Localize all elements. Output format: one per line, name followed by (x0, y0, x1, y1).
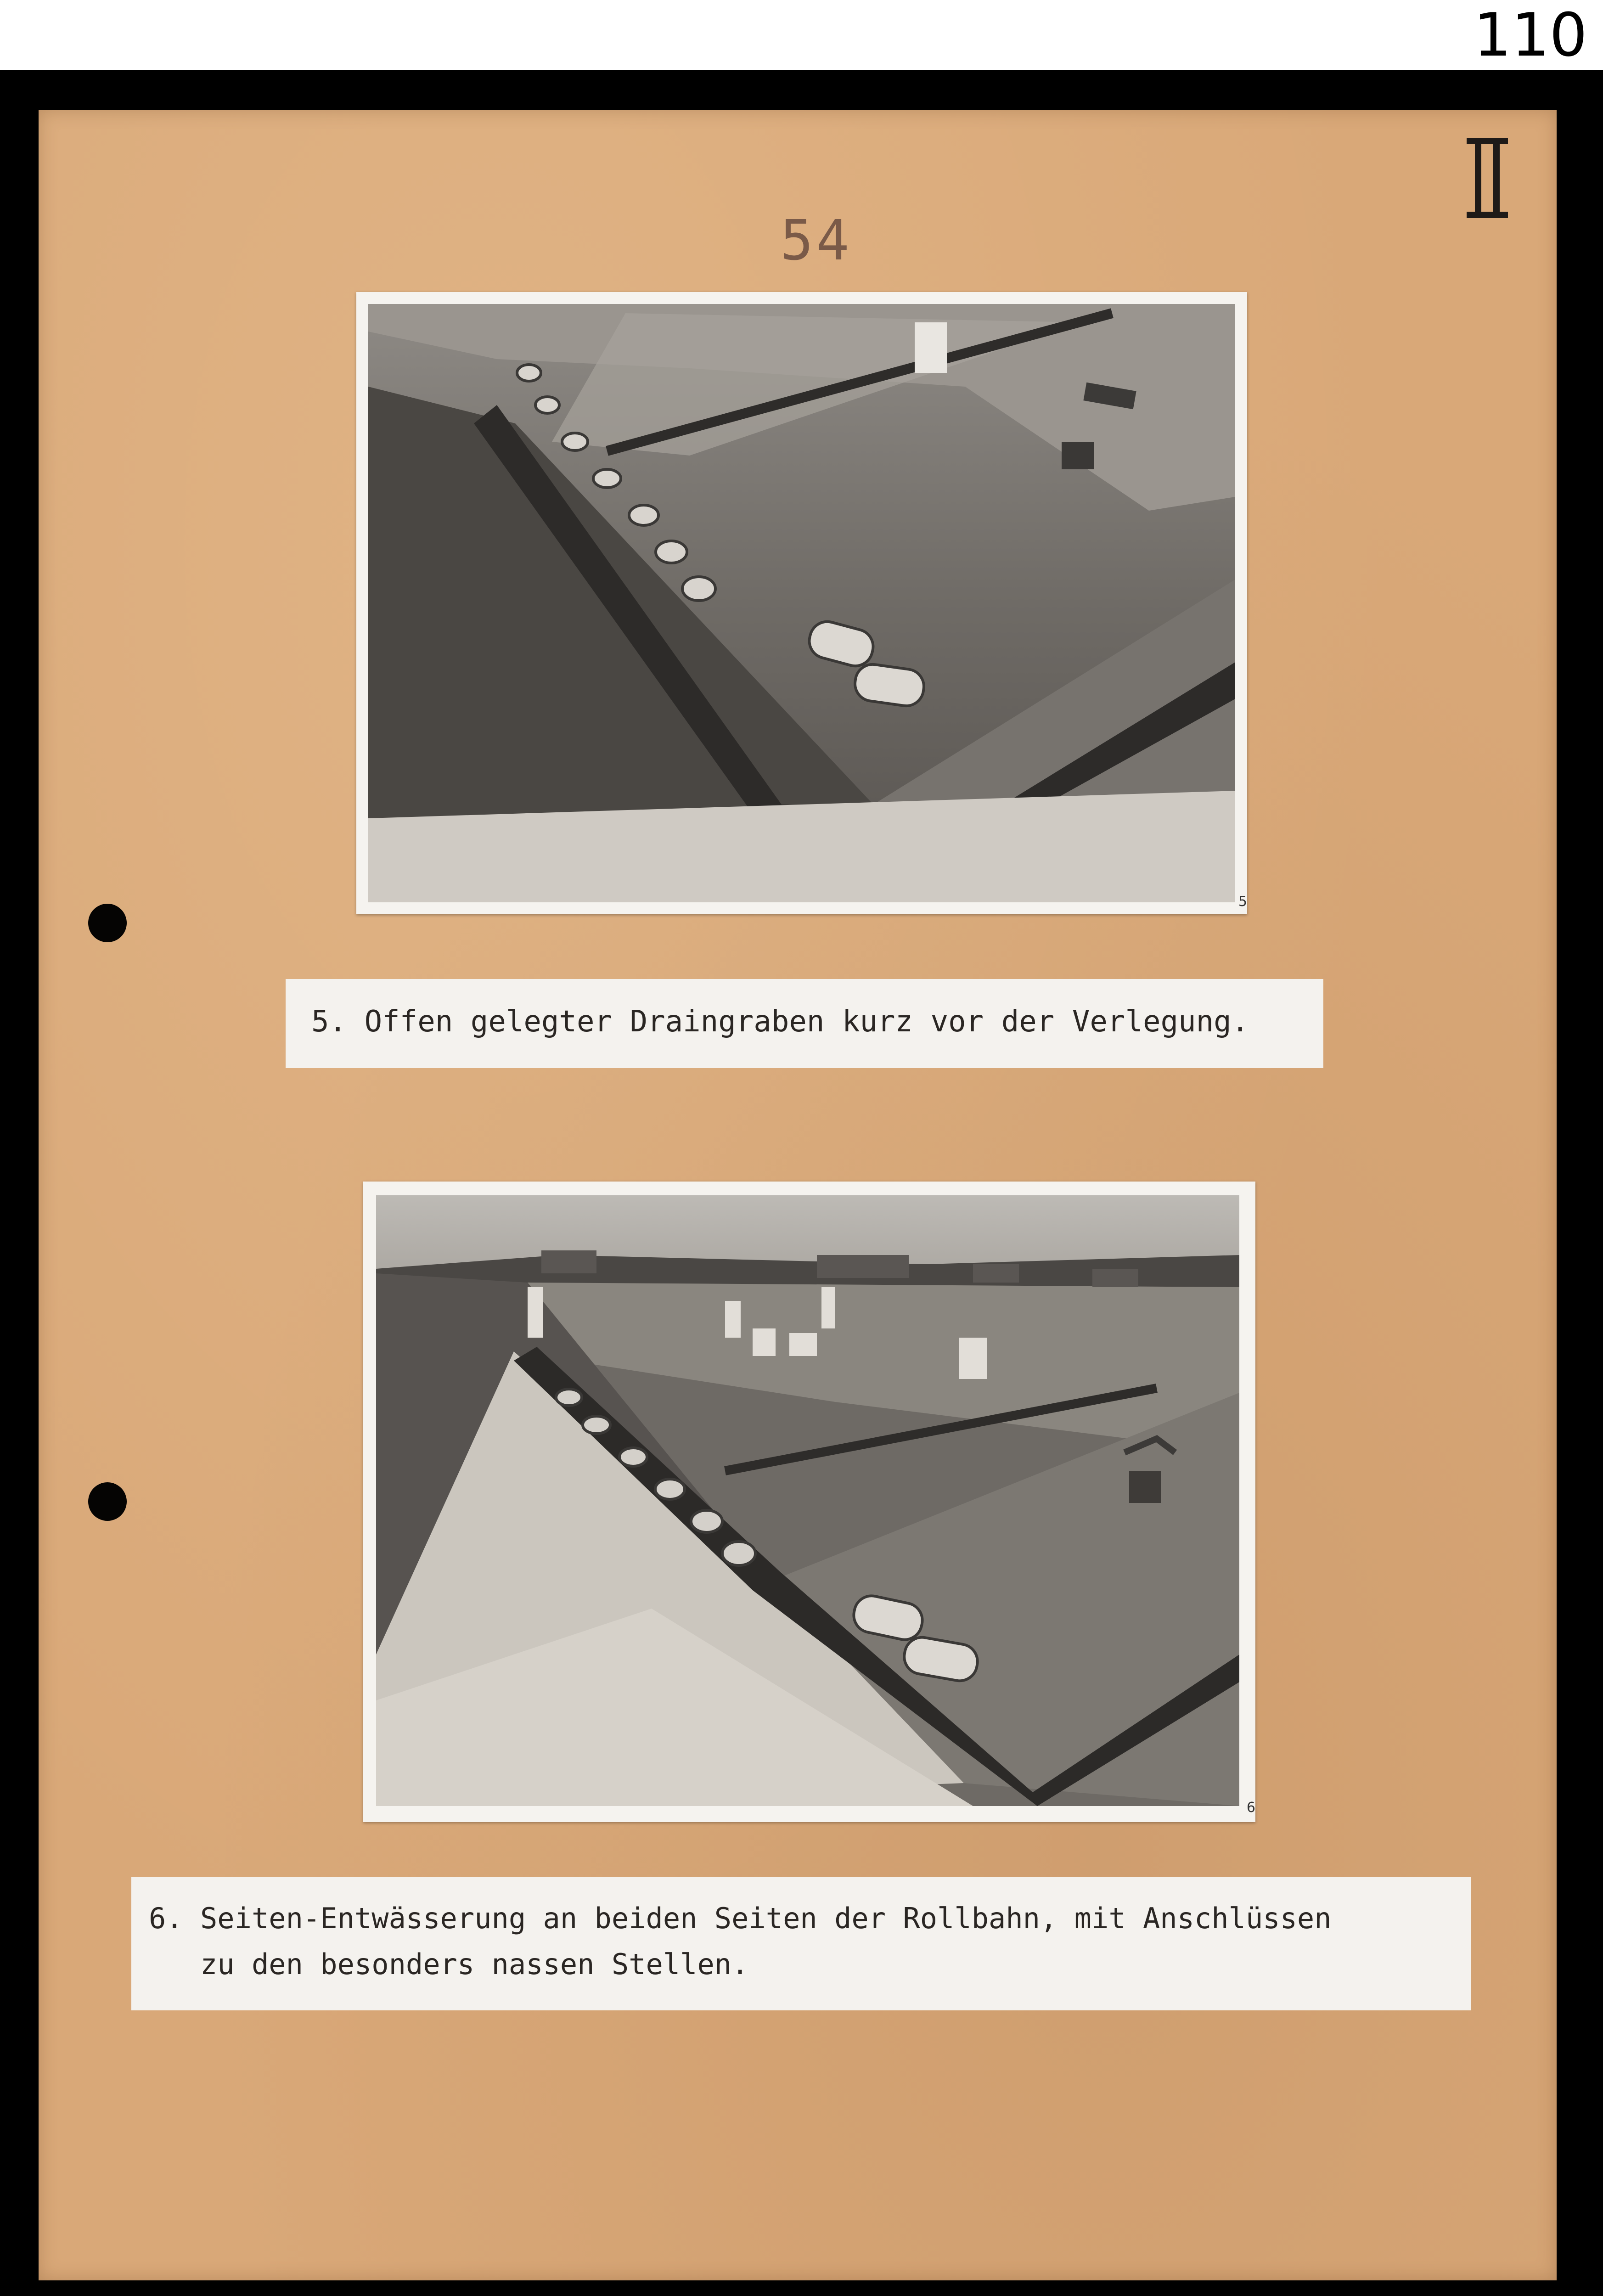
photo-side-drainage-image (376, 1195, 1239, 1806)
photo-scan-marker: 6 (1246, 1800, 1255, 1816)
caption-line: zu den besonders nassen Stellen. (149, 1947, 749, 1981)
photo-side-drainage (363, 1182, 1255, 1822)
album-sheet (39, 110, 1557, 2280)
handwritten-page-number: 54 (780, 209, 852, 273)
caption-photo-5 (286, 979, 1323, 1068)
caption-photo-6 (131, 1877, 1471, 2010)
scan-header (0, 0, 1603, 70)
photo-drain-trench-image (368, 304, 1235, 902)
punch-hole-top (88, 904, 127, 942)
caption-line: 5. Offen gelegter Draingraben kurz vor der Verlegung. (311, 1005, 1249, 1039)
section-mark-roman-numeral (1467, 138, 1508, 218)
punch-hole-bottom (88, 1482, 127, 1521)
photo-drain-trench (356, 292, 1247, 914)
photo-scan-marker: 5 (1238, 894, 1247, 910)
caption-line: 6. Seiten-Entwässerung an beiden Seiten der Rollbahn, mit Anschlüssen (149, 1902, 1332, 1935)
scan-page-number: 110 (1473, 0, 1587, 70)
